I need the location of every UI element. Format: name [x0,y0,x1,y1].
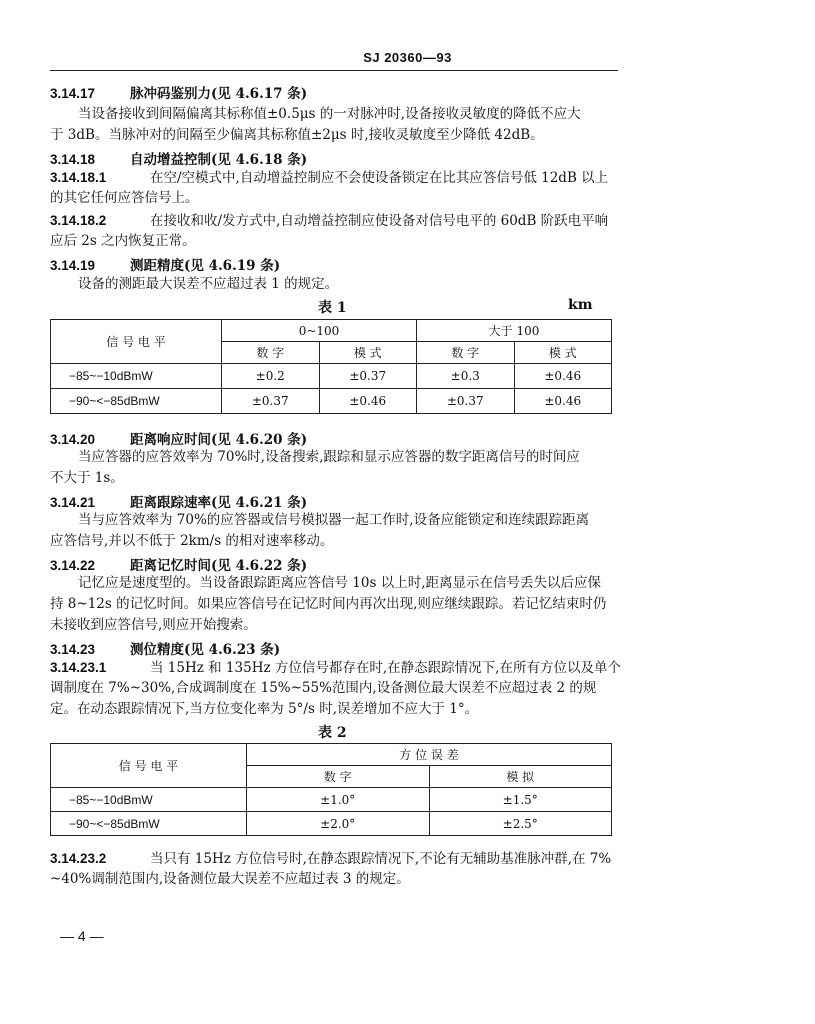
section-heading: 3.14.19 测距精度(见 4.6.19 条) [50,258,281,274]
table1 [50,319,612,414]
paragraph-line: 不大于 1s。 [50,470,124,486]
paragraph-line: 3.14.23.1 当 15Hz 和 135Hz 方位信号都存在时,在静态跟踪情况下,在所有方位以及单个 [50,660,621,676]
header-rule [50,70,618,71]
table2-level-header: 信 号 电 平 [51,744,247,788]
table1-sub-digital: 数 字 [417,342,515,364]
paragraph-line: 设备的测距最大误差不应超过表 1 的规定。 [78,276,339,292]
paragraph-line: 当应答器的应答效率为 70%时,设备搜索,跟踪和显示应答器的数字距离信号的时间应 [78,449,580,465]
table2-caption: 表 2 [318,725,347,741]
table-row: −85~−10dBmW ±1.0° ±1.5° [51,788,612,812]
table2-group: 方 位 误 差 [247,744,612,766]
section-heading: 3.14.22 距离记忆时间(见 4.6.22 条) [50,558,308,574]
table1-level-header: 信 号 电 平 [51,320,222,364]
table1-sub-digital: 数 字 [222,342,320,364]
document-code: SJ 20360—93 [363,50,452,65]
table2-sub-analog: 模 拟 [429,766,612,788]
paragraph-line: 3.14.18.1 在空/空模式中,自动增益控制应不会使设备锁定在比其应答信号低 12dB 以上 [50,170,609,186]
section-heading: 3.14.23 测位精度(见 4.6.23 条) [50,642,281,658]
table-row: −90~<−85dBmW ±2.0° ±2.5° [51,812,612,836]
paragraph-line: 未接收到应答信号,则应开始搜索。 [50,617,257,633]
paragraph-line: 当设备接收到间隔偏离其标称值±0.5μs 的一对脉冲时,设备接收灵敏度的降低不应大 [78,106,581,122]
table-row: −85~−10dBmW ±0.2 ±0.37 ±0.3 ±0.46 [51,364,612,389]
paragraph-line: ~40%调制范围内,设备测位最大误差不应超过表 3 的规定。 [50,871,410,887]
table1-group2: 大于 100 [417,320,612,342]
table1-unit: km [568,297,593,313]
paragraph-line: 于 3dB。当脉冲对的间隔至少偏离其标称值±2μs 时,接收灵敏度至少降低 42dB。 [50,127,544,143]
table2-sub-digital: 数 字 [247,766,430,788]
paragraph-line: 应答信号,并以不低于 2km/s 的相对速率移动。 [50,533,334,549]
paragraph-line: 持 8~12s 的记忆时间。如果应答信号在记忆时间内再次出现,则应继续跟踪。若记忆结束时仍 [50,596,607,612]
table-row: −90~<−85dBmW ±0.37 ±0.46 ±0.37 ±0.46 [51,389,612,414]
page-number: — 4 — [60,928,104,944]
section-heading: 3.14.17 脉冲码鉴别力(见 4.6.17 条) [50,86,308,102]
table2 [50,743,612,836]
paragraph-line: 的其它任何应答信号上。 [50,190,199,206]
paragraph-line: 记忆应是速度型的。当设备跟踪距离应答信号 10s 以上时,距离显示在信号丢失以后应保 [78,575,601,591]
table1-group1: 0~100 [222,320,417,342]
paragraph-line: 调制度在 7%~30%,合成调制度在 15%~55%范围内,设备测位最大误差不应超过表 2 的规 [50,680,597,696]
paragraph-line: 3.14.18.2 在接收和收/发方式中,自动增益控制应使设备对信号电平的 60dB 阶跃电平响 [50,213,609,229]
section-heading: 3.14.20 距离响应时间(见 4.6.20 条) [50,432,308,448]
paragraph-line: 当与应答效率为 70%的应答器或信号模拟器一起工作时,设备应能锁定和连续跟踪距离 [78,512,590,528]
paragraph-line: 3.14.23.2 当只有 15Hz 方位信号时,在静态跟踪情况下,不论有无辅助基准脉冲群,在 7% [50,851,612,867]
section-heading: 3.14.21 距离跟踪速率(见 4.6.21 条) [50,495,308,511]
paragraph-line: 定。在动态跟踪情况下,当方位变化率为 5°/s 时,误差增加不应大于 1°。 [50,701,479,717]
table1-sub-mode: 模 式 [319,342,417,364]
table1-caption: 表 1 [318,300,347,316]
paragraph-line: 应后 2s 之内恢复正常。 [50,233,196,249]
section-heading: 3.14.18 自动增益控制(见 4.6.18 条) [50,152,308,168]
table1-sub-mode: 模 式 [514,342,612,364]
